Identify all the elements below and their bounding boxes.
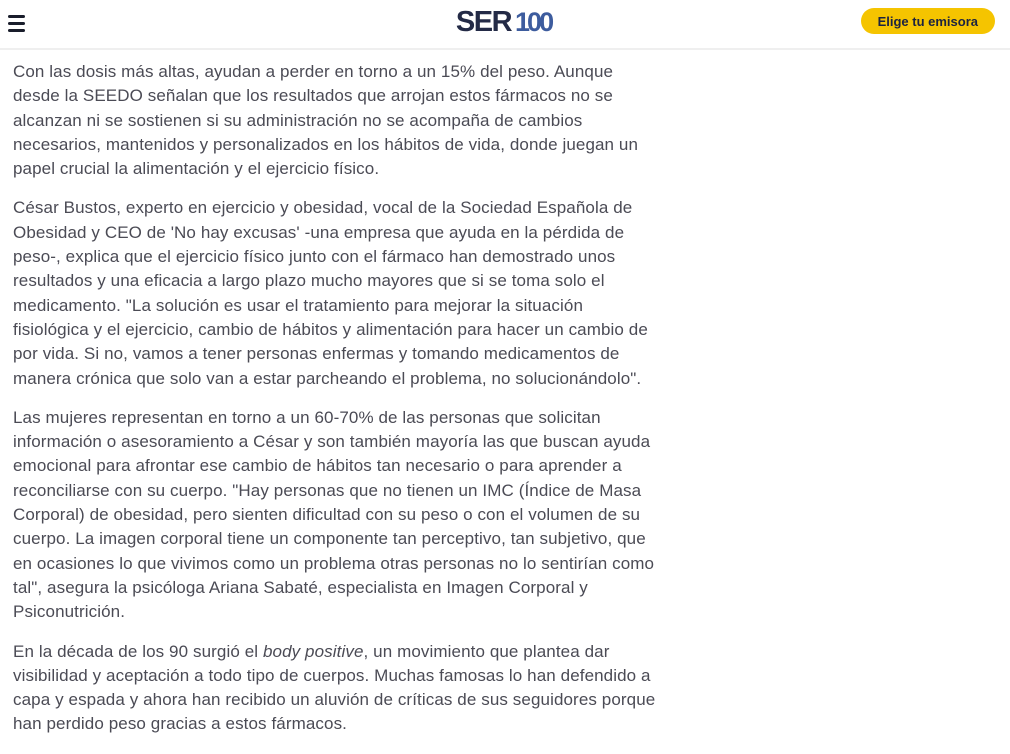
- article-paragraph: [13, 196, 658, 390]
- article-paragraph: [13, 406, 658, 625]
- article-paragraph: [13, 60, 658, 181]
- hamburger-icon: [8, 15, 34, 32]
- paragraph-text: Las mujeres representan en torno a un 60-70% de las personas que solicitan información o asesoramiento a César y son también mayoría las que buscan ayuda emocional para afrontar ese cambio de hábitos tan necesario o para aprender a reconciliarse con su cuerpo. "Hay personas que no tienen un IMC (Índice de Masa Corporal) de obesidad, pero sienten dificultad con su peso o con el volumen de su cuerpo. La imagen corporal tiene un componente tan perceptivo, tan subjetivo, que en ocasiones lo que vivimos como un problema otras personas no lo sentirían como tal", asegura la psicóloga Ariana Sabaté, especialista en Imagen Corporal y Psiconutrición.: [13, 407, 655, 622]
- site-header: [0, 0, 1010, 50]
- paragraph-text: César Bustos, experto en ejercicio y obesidad, vocal de la Sociedad Española de Obesidad y CEO de 'No hay excusas' -una empresa que ayuda en la pérdida de peso-, explica que el ejercicio físico junto con el fármaco han demostrado unos resultados y una eficacia a largo plazo mucho mayores que si se toma solo el medicamento. "La solución es usar el tratamiento para mejorar la situación fisiológica y el ejercicio, cambio de hábitos y alimentación para hacer un cambio de por vida. Si no, vamos a tener personas enfermas y tomando medicamentos de manera crónica que solo van a estar parcheando el problema, no solucionándolo".: [13, 198, 648, 388]
- hamburger-bar: [8, 29, 25, 32]
- hamburger-bar: [8, 15, 25, 18]
- logo-100-text: 100: [515, 7, 552, 38]
- article-paragraph: [13, 640, 658, 737]
- menu-button[interactable]: [8, 10, 34, 36]
- paragraph-text: Con las dosis más altas, ayudan a perder en torno a un 15% del peso. Aunque desde la SEEDO señalan que los resultados que arrojan estos fármacos no se alcanzan ni se sostienen si su administración no se acompaña de cambios necesarios, mantenidos y personalizados en los hábitos de vida, donde juegan un papel crucial la alimentación y el ejercicio físico.: [13, 62, 639, 179]
- paragraph-text: En la década de los 90 surgió el: [13, 641, 263, 661]
- ser100-logo[interactable]: [456, 6, 554, 39]
- italic-phrase: body positive: [262, 641, 364, 661]
- logo-ser-text: SER: [455, 6, 512, 39]
- hamburger-bar: [8, 22, 25, 25]
- choose-station-button[interactable]: Elige tu emisora: [861, 8, 995, 34]
- paragraph-text: , un movimiento que plantea dar visibilidad y aceptación a todo tipo de cuerpos. Muchas famosas lo han defendido a capa y espada y ahora han recibido un aluvión de críticas de sus seguidores porque han perdido peso gracias a estos fármacos.: [13, 641, 656, 734]
- article-body: [0, 50, 660, 737]
